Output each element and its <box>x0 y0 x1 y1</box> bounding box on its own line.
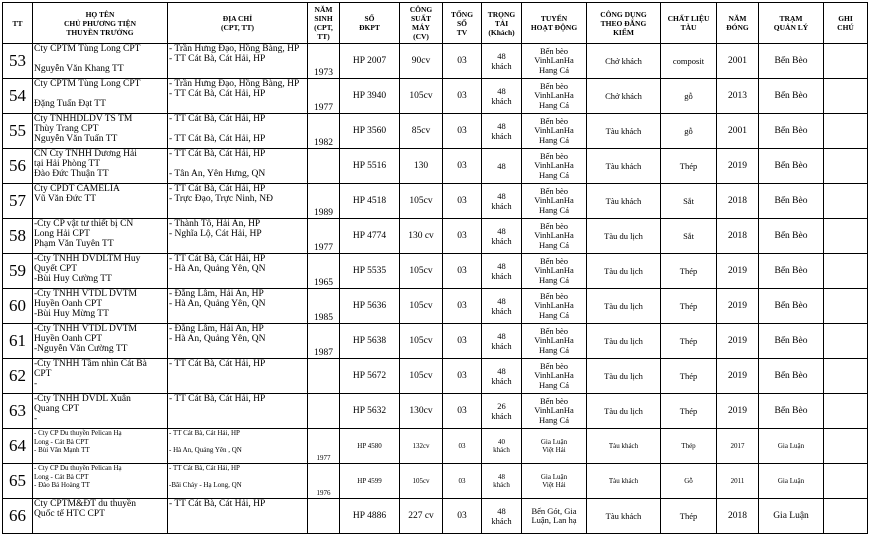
station-cell: Gia Luận <box>759 429 824 464</box>
address-cell: - TT Cát Bà, Cát Hải, HP - Tân An, Yên Hưng, QN <box>168 149 308 184</box>
capacity-cell: 40 khách <box>482 429 522 464</box>
table-row <box>3 429 868 464</box>
table-row <box>3 499 868 534</box>
header-usage: CÔNG DỤNG THEO ĐĂNG KIỂM <box>587 3 661 44</box>
header-build-year: NĂM ĐÓNG <box>717 3 759 44</box>
station-cell: Bến Bèo <box>759 324 824 359</box>
power-cell: 105cv <box>400 289 443 324</box>
station-cell: Bến Bèo <box>759 359 824 394</box>
capacity-cell: 48 khách <box>482 219 522 254</box>
station-cell: Bến Bèo <box>759 149 824 184</box>
reg-no-cell: HP 2007 <box>340 44 400 79</box>
note-cell <box>824 324 868 359</box>
owner-cell: -Cty TNHH DVDL Xuân Quang CPT - <box>33 394 168 429</box>
build-year-cell: 2019 <box>717 149 759 184</box>
material-cell: Thép <box>661 289 717 324</box>
row-number: 56 <box>3 149 33 184</box>
route-cell: Gia Luận Việt Hải <box>522 464 587 499</box>
owner-cell: Cty TNHHDLDV TS TM Thùy Trang CPT Nguyễn Văn Tuấn TT <box>33 114 168 149</box>
birth-year-cell: 1977 <box>308 79 340 114</box>
note-cell <box>824 184 868 219</box>
route-cell: Bến bèo VinhLanHa Hang Cá <box>522 44 587 79</box>
material-cell: Gỗ <box>661 464 717 499</box>
crew-cell: 03 <box>443 149 482 184</box>
owner-cell: - Cty CP Du thuyền Pelican Hạ Long - Cát Bà CPT - Bùi Văn Mạnh TT <box>33 429 168 464</box>
crew-cell: 03 <box>443 79 482 114</box>
route-cell: Bến bèo VinhLanHa Hang Cá <box>522 79 587 114</box>
usage-cell: Tàu khách <box>587 464 661 499</box>
birth-year-cell <box>308 149 340 184</box>
usage-cell: Tàu du lịch <box>587 359 661 394</box>
reg-no-cell: HP 5535 <box>340 254 400 289</box>
material-cell: gỗ <box>661 79 717 114</box>
power-cell: 130cv <box>400 394 443 429</box>
address-cell: - TT Cát Bà, Cát Hải, HP <box>168 499 308 534</box>
reg-no-cell: HP 3940 <box>340 79 400 114</box>
capacity-cell: 48 khách <box>482 359 522 394</box>
address-cell: - Thành Tô, Hải An, HP - Nghĩa Lộ, Cát Hải, HP <box>168 219 308 254</box>
crew-cell: 03 <box>443 394 482 429</box>
reg-no-cell: HP 4886 <box>340 499 400 534</box>
birth-year-cell: 1973 <box>308 44 340 79</box>
row-number: 53 <box>3 44 33 79</box>
route-cell: Bến bèo VinhLanHa Hang Cá <box>522 359 587 394</box>
table-row <box>3 219 868 254</box>
header-route: TUYẾN HOẠT ĐỘNG <box>522 3 587 44</box>
table-row <box>3 464 868 499</box>
note-cell <box>824 149 868 184</box>
build-year-cell: 2001 <box>717 114 759 149</box>
header-tt: TT <box>3 3 33 44</box>
route-cell: Bến bèo VinhLanHa Hang Cá <box>522 114 587 149</box>
row-number: 60 <box>3 289 33 324</box>
route-cell: Bến Gót, Gia Luận, Lan hạ <box>522 499 587 534</box>
address-cell: - Đằng Lâm, Hải An, HP - Hà An, Quảng Yên, QN <box>168 324 308 359</box>
station-cell: Bến Bèo <box>759 254 824 289</box>
table-row <box>3 324 868 359</box>
owner-cell: -Cty TNHH DVDLTM Huy Quyết CPT -Bùi Huy Cường TT <box>33 254 168 289</box>
usage-cell: Tàu khách <box>587 149 661 184</box>
station-cell: Bến Bèo <box>759 79 824 114</box>
reg-no-cell: HP 4599 <box>340 464 400 499</box>
note-cell <box>824 429 868 464</box>
birth-year-cell <box>308 499 340 534</box>
build-year-cell: 2018 <box>717 184 759 219</box>
crew-cell: 03 <box>443 114 482 149</box>
note-cell <box>824 254 868 289</box>
build-year-cell: 2013 <box>717 79 759 114</box>
material-cell: Thép <box>661 394 717 429</box>
address-cell: - TT Cát Bà, Cát Hải, HP - Hà An, Quảng Yên, QN <box>168 254 308 289</box>
station-cell: Bến Bèo <box>759 394 824 429</box>
table-body <box>3 44 868 534</box>
table-row <box>3 79 868 114</box>
material-cell: Thép <box>661 429 717 464</box>
header-note: GHI CHÚ <box>824 3 868 44</box>
material-cell: Thép <box>661 324 717 359</box>
row-number: 59 <box>3 254 33 289</box>
owner-cell: CN Cty TNHH Dương Hải tại Hải Phòng TT Đào Đức Thuận TT <box>33 149 168 184</box>
row-number: 63 <box>3 394 33 429</box>
owner-cell: Cty CPTM Tùng Long CPT Nguyễn Văn Khang TT <box>33 44 168 79</box>
reg-no-cell: HP 5638 <box>340 324 400 359</box>
power-cell: 105cv <box>400 324 443 359</box>
usage-cell: Tàu khách <box>587 499 661 534</box>
reg-no-cell: HP 3560 <box>340 114 400 149</box>
power-cell: 90cv <box>400 44 443 79</box>
birth-year-cell: 1977 <box>308 429 340 464</box>
power-cell: 105cv <box>400 79 443 114</box>
usage-cell: Tàu khách <box>587 184 661 219</box>
note-cell <box>824 79 868 114</box>
capacity-cell: 48 khách <box>482 184 522 219</box>
build-year-cell: 2019 <box>717 254 759 289</box>
row-number: 54 <box>3 79 33 114</box>
birth-year-cell: 1965 <box>308 254 340 289</box>
route-cell: Bến bèo VinhLanHa Hang Cá <box>522 149 587 184</box>
build-year-cell: 2017 <box>717 429 759 464</box>
crew-cell: 03 <box>443 359 482 394</box>
usage-cell: Tàu du lịch <box>587 254 661 289</box>
crew-cell: 03 <box>443 184 482 219</box>
birth-year-cell: 1977 <box>308 219 340 254</box>
note-cell <box>824 219 868 254</box>
build-year-cell: 2018 <box>717 219 759 254</box>
reg-no-cell: HP 5672 <box>340 359 400 394</box>
crew-cell: 03 <box>443 44 482 79</box>
material-cell: gỗ <box>661 114 717 149</box>
build-year-cell: 2019 <box>717 289 759 324</box>
birth-year-cell: 1982 <box>308 114 340 149</box>
address-cell: - TT Cát Bà, Cát Hải, HP - TT Cát Bà, Cát Hải, HP <box>168 114 308 149</box>
table-row <box>3 114 868 149</box>
header-station: TRẠM QUẢN LÝ <box>759 3 824 44</box>
material-cell: composit <box>661 44 717 79</box>
note-cell <box>824 114 868 149</box>
power-cell: 105cv <box>400 359 443 394</box>
capacity-cell: 48 khách <box>482 44 522 79</box>
reg-no-cell: HP 5516 <box>340 149 400 184</box>
crew-cell: 03 <box>443 219 482 254</box>
crew-cell: 03 <box>443 254 482 289</box>
build-year-cell: 2019 <box>717 394 759 429</box>
station-cell: Bến Bèo <box>759 219 824 254</box>
material-cell: Thép <box>661 359 717 394</box>
owner-cell: Cty CPTM&ĐT du thuyền Quốc tế HTC CPT <box>33 499 168 534</box>
header-capacity: TRỌNG TẢI (Khách) <box>482 3 522 44</box>
birth-year-cell: 1976 <box>308 464 340 499</box>
table-row <box>3 184 868 219</box>
capacity-cell: 26 khách <box>482 394 522 429</box>
owner-cell: -Cty TNHH Tầm nhìn Cát Bà CPT - <box>33 359 168 394</box>
capacity-cell: 48 khách <box>482 324 522 359</box>
material-cell: Thép <box>661 499 717 534</box>
route-cell: Bến bèo VinhLanHa Hang Cá <box>522 289 587 324</box>
birth-year-cell: 1987 <box>308 324 340 359</box>
birth-year-cell <box>308 394 340 429</box>
station-cell: Gia Luận <box>759 464 824 499</box>
header-crew: TỔNG SỐ TV <box>443 3 482 44</box>
address-cell: - TT Cát Bà, Cát Hải, HP - Trực Đạo, Trực Ninh, NĐ <box>168 184 308 219</box>
route-cell: Bến bèo VinhLanHa Hang Cá <box>522 184 587 219</box>
header-row <box>3 3 868 44</box>
owner-cell: Cty CPDT CAMELIA Vũ Văn Đức TT <box>33 184 168 219</box>
reg-no-cell: HP 4580 <box>340 429 400 464</box>
table-row <box>3 394 868 429</box>
power-cell: 105cv <box>400 254 443 289</box>
row-number: 65 <box>3 464 33 499</box>
owner-cell: - Cty CP Du thuyền Pelican Hạ Long - Cát Bà CPT - Đào Bá Hoàng TT <box>33 464 168 499</box>
material-cell: Thép <box>661 149 717 184</box>
capacity-cell: 48 khách <box>482 289 522 324</box>
power-cell: 130 <box>400 149 443 184</box>
birth-year-cell: 1989 <box>308 184 340 219</box>
address-cell: - TT Cát Bà, Cát Hải, HP -Bãi Cháy - Hạ Long, QN <box>168 464 308 499</box>
power-cell: 105cv <box>400 464 443 499</box>
route-cell: Gia Luận Việt Hải <box>522 429 587 464</box>
reg-no-cell: HP 4518 <box>340 184 400 219</box>
owner-cell: -Cty TNHH VTDL DVTM Huyền Oanh CPT -Nguyễn Văn Cường TT <box>33 324 168 359</box>
crew-cell: 03 <box>443 464 482 499</box>
table-row <box>3 289 868 324</box>
note-cell <box>824 359 868 394</box>
address-cell: - Trần Hưng Đạo, Hồng Bàng, HP - TT Cát Bà, Cát Hải, HP <box>168 44 308 79</box>
header-owner: HỌ TÊN CHỦ PHƯƠNG TIỆN THUYỀN TRƯỞNG <box>33 3 168 44</box>
address-cell: - TT Cát Bà, Cát Hải, HP <box>168 359 308 394</box>
note-cell <box>824 499 868 534</box>
material-cell: Thép <box>661 254 717 289</box>
crew-cell: 03 <box>443 499 482 534</box>
header-birth-year: NĂM SINH (CPT, TT) <box>308 3 340 44</box>
table-row <box>3 44 868 79</box>
header-address: ĐỊA CHỈ (CPT, TT) <box>168 3 308 44</box>
power-cell: 85cv <box>400 114 443 149</box>
table-row <box>3 149 868 184</box>
usage-cell: Chở khách <box>587 44 661 79</box>
crew-cell: 03 <box>443 324 482 359</box>
crew-cell: 03 <box>443 429 482 464</box>
usage-cell: Tàu du lịch <box>587 394 661 429</box>
owner-cell: -Cty CP vật tư thiết bị CN Long Hải CPT Phạm Văn Tuyên TT <box>33 219 168 254</box>
row-number: 55 <box>3 114 33 149</box>
usage-cell: Tàu khách <box>587 429 661 464</box>
header-material: CHẤT LIỆU TÀU <box>661 3 717 44</box>
material-cell: Sắt <box>661 219 717 254</box>
build-year-cell: 2001 <box>717 44 759 79</box>
usage-cell: Tàu khách <box>587 114 661 149</box>
route-cell: Bến bèo VinhLanHa Hang Cá <box>522 394 587 429</box>
address-cell: - Trần Hưng Đạo, Hồng Bàng, HP - TT Cát Bà, Cát Hải, HP <box>168 79 308 114</box>
usage-cell: Tàu du lịch <box>587 289 661 324</box>
station-cell: Bến Bèo <box>759 114 824 149</box>
build-year-cell: 2018 <box>717 499 759 534</box>
power-cell: 227 cv <box>400 499 443 534</box>
address-cell: - TT Cát Bà, Cát Hải, HP <box>168 394 308 429</box>
capacity-cell: 48 khách <box>482 464 522 499</box>
usage-cell: Tàu du lịch <box>587 324 661 359</box>
row-number: 62 <box>3 359 33 394</box>
station-cell: Bến Bèo <box>759 289 824 324</box>
usage-cell: Tàu du lịch <box>587 219 661 254</box>
note-cell <box>824 44 868 79</box>
power-cell: 130 cv <box>400 219 443 254</box>
station-cell: Bến Bèo <box>759 184 824 219</box>
build-year-cell: 2011 <box>717 464 759 499</box>
note-cell <box>824 464 868 499</box>
header-reg-no: SỐ ĐKPT <box>340 3 400 44</box>
station-cell: Bến Bèo <box>759 44 824 79</box>
birth-year-cell: 1985 <box>308 289 340 324</box>
reg-no-cell: HP 5636 <box>340 289 400 324</box>
route-cell: Bến bèo VinhLanHa Hang Cá <box>522 254 587 289</box>
owner-cell: Cty CPTM Tùng Long CPT Đặng Tuấn Đạt TT <box>33 79 168 114</box>
note-cell <box>824 394 868 429</box>
capacity-cell: 48 khách <box>482 114 522 149</box>
vessel-table <box>2 2 868 534</box>
station-cell: Gia Luận <box>759 499 824 534</box>
row-number: 66 <box>3 499 33 534</box>
address-cell: - Đằng Lâm, Hải An, HP - Hà An, Quảng Yên, QN <box>168 289 308 324</box>
capacity-cell: 48 khách <box>482 499 522 534</box>
power-cell: 132cv <box>400 429 443 464</box>
table-row <box>3 254 868 289</box>
capacity-cell: 48 khách <box>482 254 522 289</box>
reg-no-cell: HP 4774 <box>340 219 400 254</box>
capacity-cell: 48 khách <box>482 79 522 114</box>
build-year-cell: 2019 <box>717 359 759 394</box>
address-cell: - TT Cát Bà, Cát Hải, HP - Hà An, Quảng Yên , QN <box>168 429 308 464</box>
note-cell <box>824 289 868 324</box>
header-power: CÔNG SUẤT MÁY (CV) <box>400 3 443 44</box>
usage-cell: Chở khách <box>587 79 661 114</box>
route-cell: Bến bèo VinhLanHa Hang Cá <box>522 324 587 359</box>
row-number: 61 <box>3 324 33 359</box>
reg-no-cell: HP 5632 <box>340 394 400 429</box>
capacity-cell: 48 <box>482 149 522 184</box>
material-cell: Sắt <box>661 184 717 219</box>
table-row <box>3 359 868 394</box>
crew-cell: 03 <box>443 289 482 324</box>
row-number: 58 <box>3 219 33 254</box>
row-number: 57 <box>3 184 33 219</box>
owner-cell: -Cty TNHH VTDL DVTM Huyền Oanh CPT -Bùi Huy Mừng TT <box>33 289 168 324</box>
build-year-cell: 2019 <box>717 324 759 359</box>
power-cell: 105cv <box>400 184 443 219</box>
route-cell: Bến bèo VinhLanHa Hang Cá <box>522 219 587 254</box>
row-number: 64 <box>3 429 33 464</box>
birth-year-cell <box>308 359 340 394</box>
